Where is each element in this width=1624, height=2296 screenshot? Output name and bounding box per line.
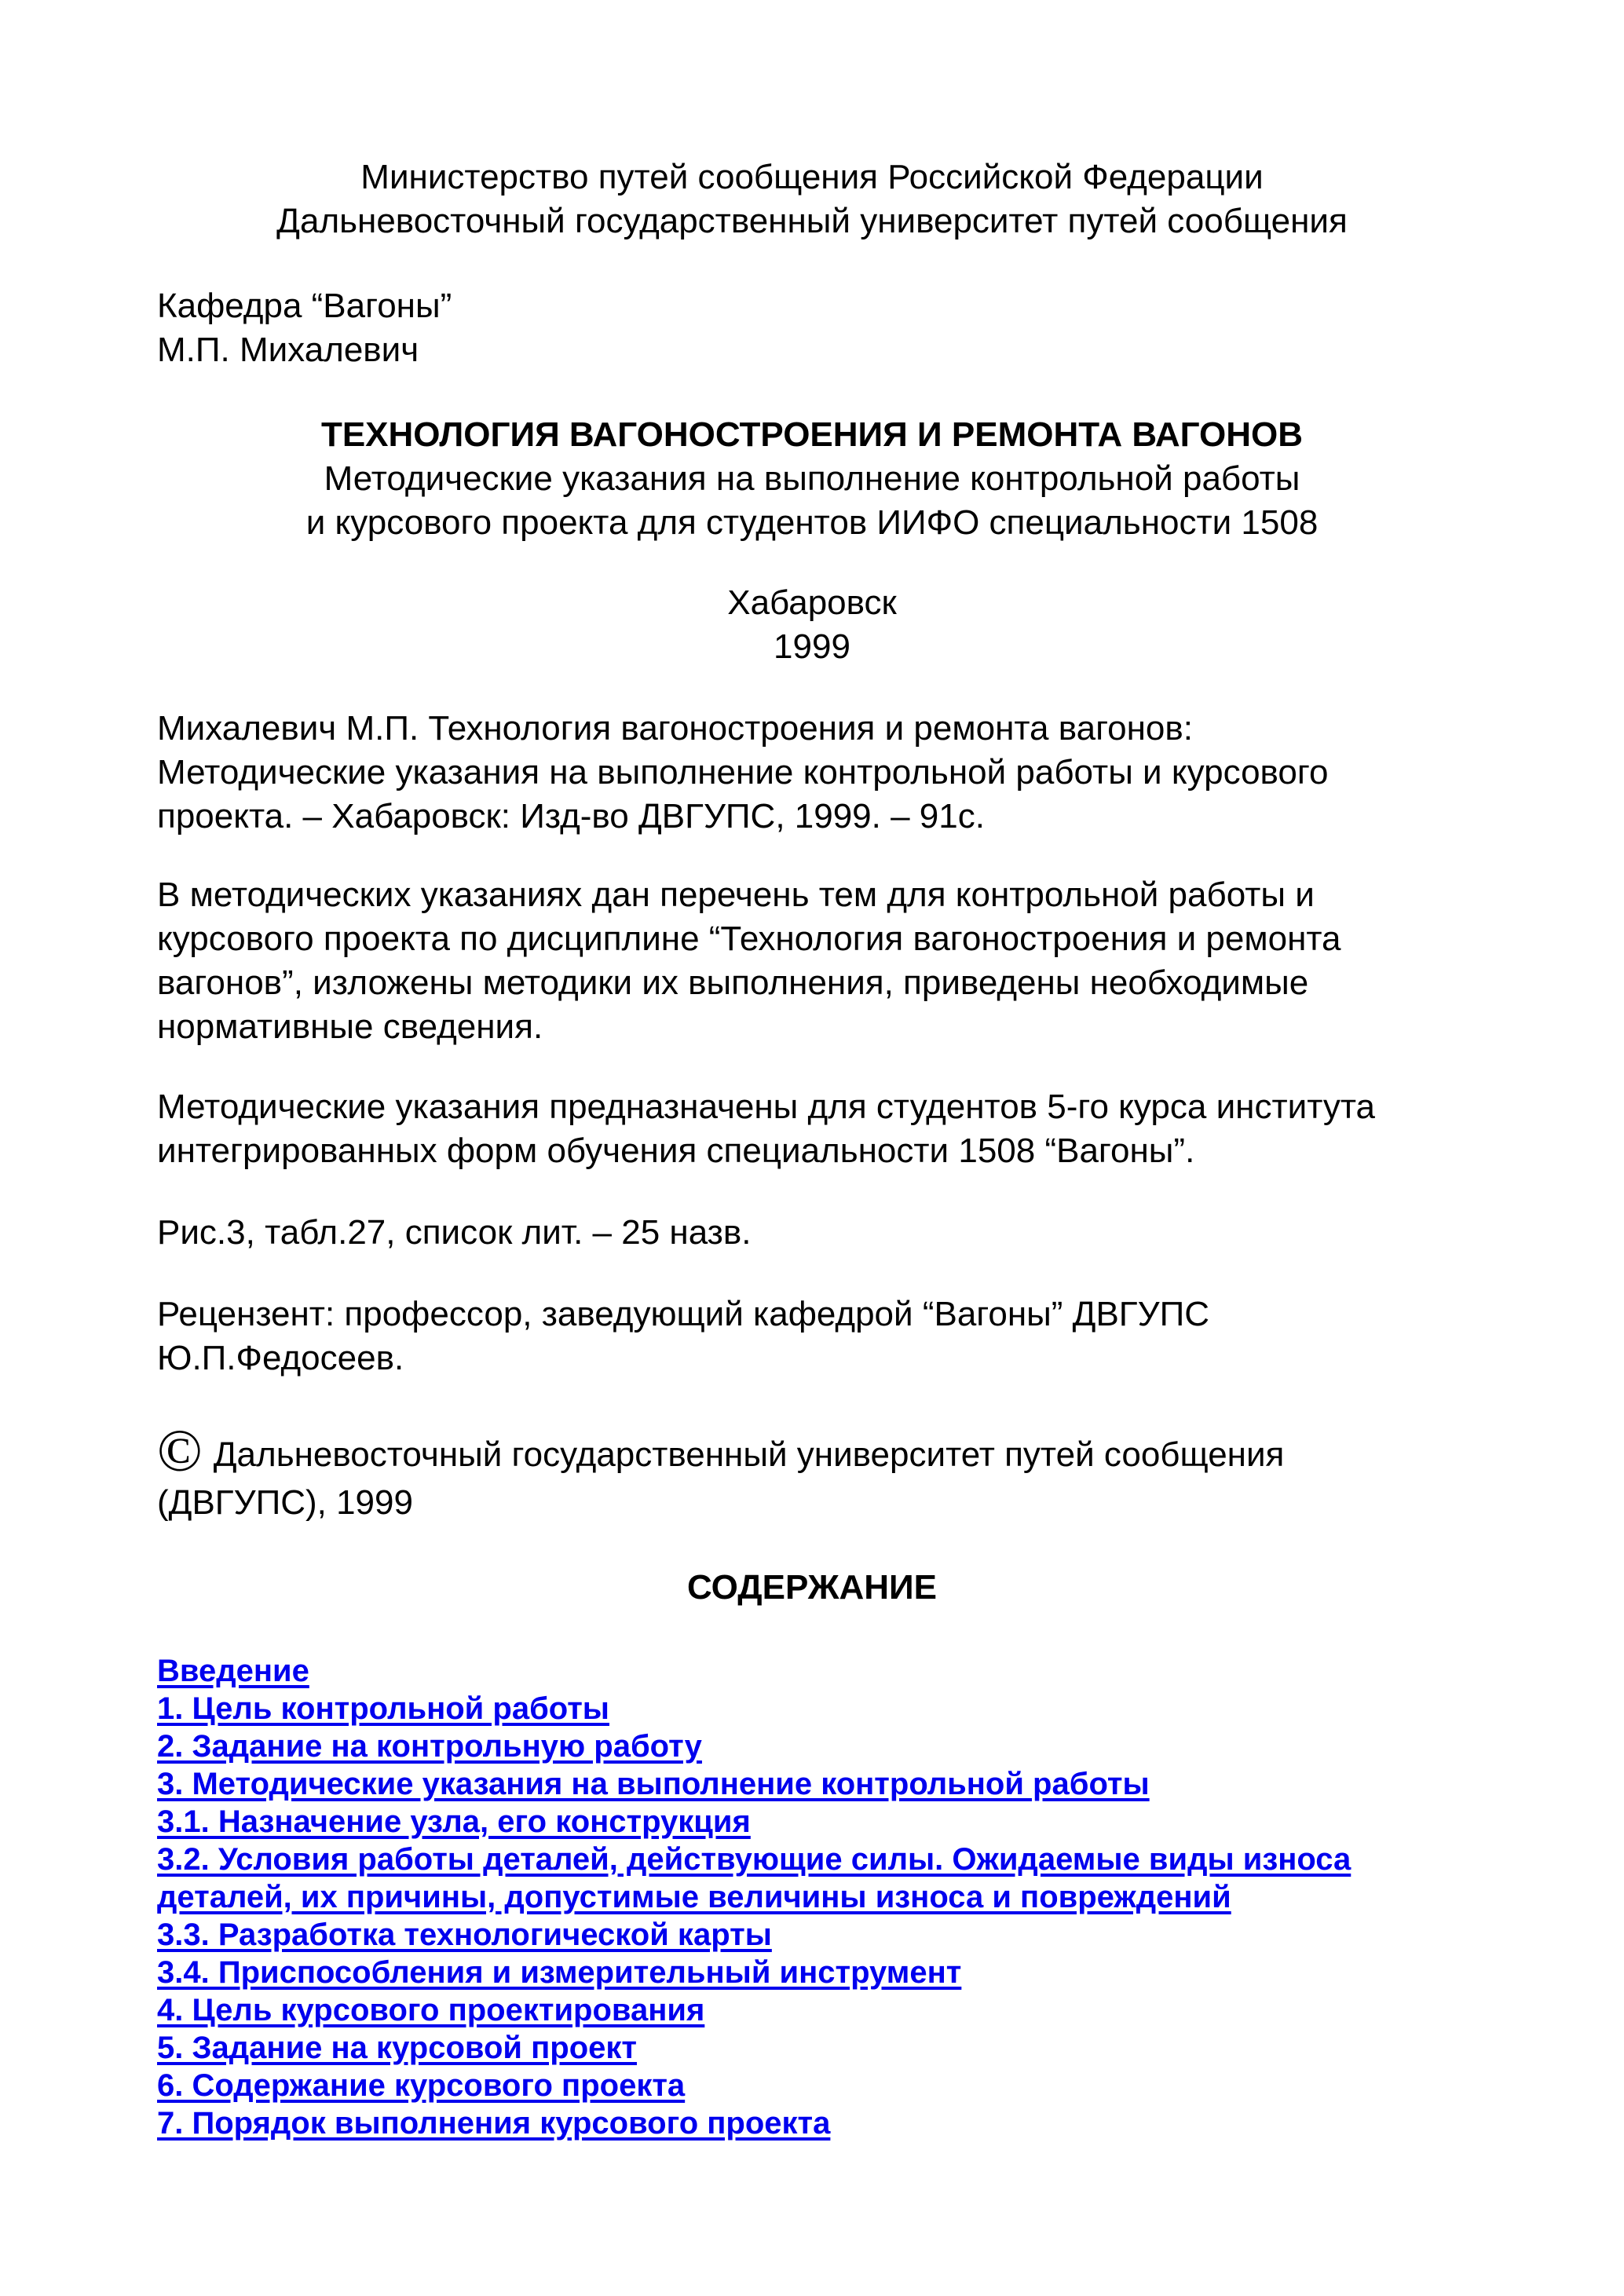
university-name: Дальневосточный государственный университет путей сообщения xyxy=(276,202,1348,240)
toc-link-3-4[interactable]: 3.4. Приспособления и измерительный инструмент xyxy=(157,1955,962,1990)
abstract-line: нормативные сведения. xyxy=(157,1007,543,1046)
audience-line: интегрированных форм обучения специальности 1508 “Вагоны”. xyxy=(157,1132,1195,1170)
audience-line: Методические указания предназначены для студентов 5-го курса института xyxy=(157,1088,1375,1126)
document-header xyxy=(0,155,1624,243)
toc-link-2[interactable]: 2. Задание на контрольную работу xyxy=(157,1729,702,1764)
author-name: М.П. Михалевич xyxy=(157,331,419,369)
table-of-contents xyxy=(157,1652,1492,2142)
abstract-line: вагонов”, изложены методики их выполнения, приведены необходимые xyxy=(157,963,1309,1002)
citation-line: проекта. – Хабаровск: Изд-во ДВГУПС, 1999. – 91с. xyxy=(157,797,985,835)
citation-line: Михалевич М.П. Технология вагоностроения и ремонта вагонов: xyxy=(157,709,1193,748)
citation-paragraph xyxy=(157,707,1492,839)
toc-link-7[interactable]: 7. Порядок выполнения курсового проекта xyxy=(157,2106,831,2141)
department-block xyxy=(157,284,1492,372)
toc-link-1[interactable]: 1. Цель контрольной работы xyxy=(157,1691,609,1726)
document-subtitle-line1: Методические указания на выполнение контрольной работы xyxy=(324,459,1300,498)
audience-paragraph xyxy=(157,1085,1492,1173)
toc-link-4[interactable]: 4. Цель курсового проектирования xyxy=(157,1993,705,2027)
figures-note-paragraph xyxy=(157,1211,1492,1255)
toc-link-6[interactable]: 6. Содержание курсового проекта xyxy=(157,2068,686,2103)
contents-heading-block xyxy=(0,1566,1624,1610)
copyright-holder: Дальневосточный государственный университет путей сообщения xyxy=(213,1435,1285,1474)
place-year-block xyxy=(0,581,1624,669)
copyright-line2: (ДВГУПС), 1999 xyxy=(157,1483,413,1522)
document-subtitle-line2: и курсового проекта для студентов ИИФО специальности 1508 xyxy=(305,503,1319,542)
toc-link-3[interactable]: 3. Методические указания на выполнение контрольной работы xyxy=(157,1767,1150,1801)
document-title: ТЕХНОЛОГИЯ ВАГОНОСТРОЕНИЯ И РЕМОНТА ВАГОНОВ xyxy=(320,415,1304,454)
copyright-first-line xyxy=(157,1418,1492,1484)
contents-heading: СОДЕРЖАНИЕ xyxy=(686,1568,938,1607)
figures-note: Рис.3, табл.27, список лит. – 25 назв. xyxy=(157,1213,752,1252)
title-block xyxy=(0,413,1624,545)
reviewer-line: Ю.П.Федосеев. xyxy=(157,1339,404,1377)
toc-link-3-1[interactable]: 3.1. Назначение узла, его конструкция xyxy=(157,1804,751,1839)
reviewer-line: Рецензент: профессор, заведующий кафедрой “Вагоны” ДВГУПС xyxy=(157,1295,1209,1333)
copyright-icon: © xyxy=(157,1418,203,1484)
ministry-name: Министерство путей сообщения Российской Федерации xyxy=(360,158,1264,196)
publication-city: Хабаровск xyxy=(727,583,897,622)
abstract-paragraph xyxy=(157,873,1492,1049)
publication-year: 1999 xyxy=(774,627,850,666)
toc-link-introduction[interactable]: Введение xyxy=(157,1654,309,1688)
abstract-line: курсового проекта по дисциплине “Технология вагоностроения и ремонта xyxy=(157,919,1341,958)
citation-line: Методические указания на выполнение контрольной работы и курсового xyxy=(157,753,1329,792)
department-name: Кафедра “Вагоны” xyxy=(157,287,452,325)
abstract-line: В методических указаниях дан перечень тем для контрольной работы и xyxy=(157,876,1315,914)
toc-link-3-2-continued[interactable]: деталей, их причины, допустимые величины износа и повреждений xyxy=(157,1880,1231,1914)
copyright-paragraph xyxy=(157,1418,1492,1525)
toc-link-5[interactable]: 5. Задание на курсовой проект xyxy=(157,2031,637,2065)
reviewer-paragraph xyxy=(157,1292,1492,1380)
toc-link-3-3[interactable]: 3.3. Разработка технологической карты xyxy=(157,1918,772,1952)
toc-link-3-2[interactable]: 3.2. Условия работы деталей, действующие силы. Ожидаемые виды износа xyxy=(157,1842,1352,1877)
